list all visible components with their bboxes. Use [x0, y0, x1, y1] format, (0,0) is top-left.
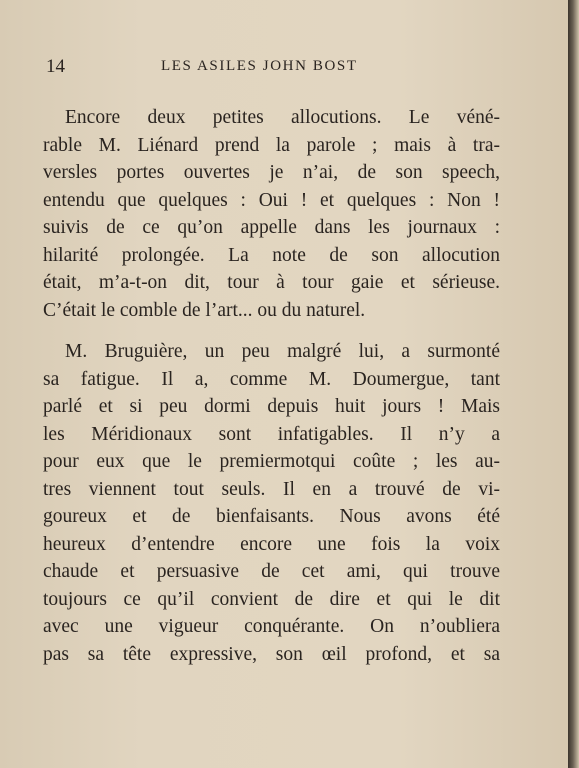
text-line: rable M. Liénard prend la parole ; mais à tra- [43, 134, 500, 156]
text-line: goureux et de bienfaisants. Nous avons été [43, 506, 500, 527]
text-line: pour eux que le premiermotqui coûte ; les au- [43, 451, 500, 472]
text-line: hilarité prolongée. La note de son allocution [43, 244, 500, 266]
text-line: parlé et si peu dormi depuis huit jours ! Mais [43, 396, 500, 417]
text-line: tres viennent tout seuls. Il en a trouvé de vi- [43, 478, 500, 500]
page-edge [568, 0, 579, 768]
text-line: avec une vigueur conquérante. On n’oubliera [43, 616, 500, 637]
text-line: sa fatigue. Il a, comme M. Doumergue, tant [43, 368, 500, 390]
text-line: chaude et persuasive de cet ami, qui trouve [43, 561, 500, 582]
text-line: heureux d’entendre encore une fois la voix [43, 533, 500, 555]
text-line: toujours ce qu’il convient de dire et qui le dit [43, 588, 500, 610]
text-line: les Méridionaux sont infatigables. Il n’y a [43, 423, 500, 445]
text-line: C’était le comble de l’art... ou du naturel. [43, 299, 366, 321]
text-line: M. Bruguière, un peu malgré lui, a surmonté [65, 341, 500, 362]
paragraph-1 [43, 104, 500, 324]
text-line: Encore deux petites allocutions. Le véné- [65, 107, 500, 128]
page-header [46, 56, 516, 80]
page-number: 14 [46, 56, 65, 77]
text-line: versles portes ouvertes je n’ai, de son speech, [43, 162, 500, 183]
text-line: suivis de ce qu’on appelle dans les journaux : [43, 217, 500, 238]
text-line: était, m’a-t-on dit, tour à tour gaie et sérieuse. [43, 272, 500, 293]
text-line: pas sa tête expressive, son œil profond, et sa [43, 643, 500, 665]
running-title: LES ASILES JOHN BOST [161, 58, 358, 74]
paragraph-2 [43, 338, 500, 668]
text-line: entendu que quelques : Oui ! et quelques : Non ! [43, 189, 500, 211]
